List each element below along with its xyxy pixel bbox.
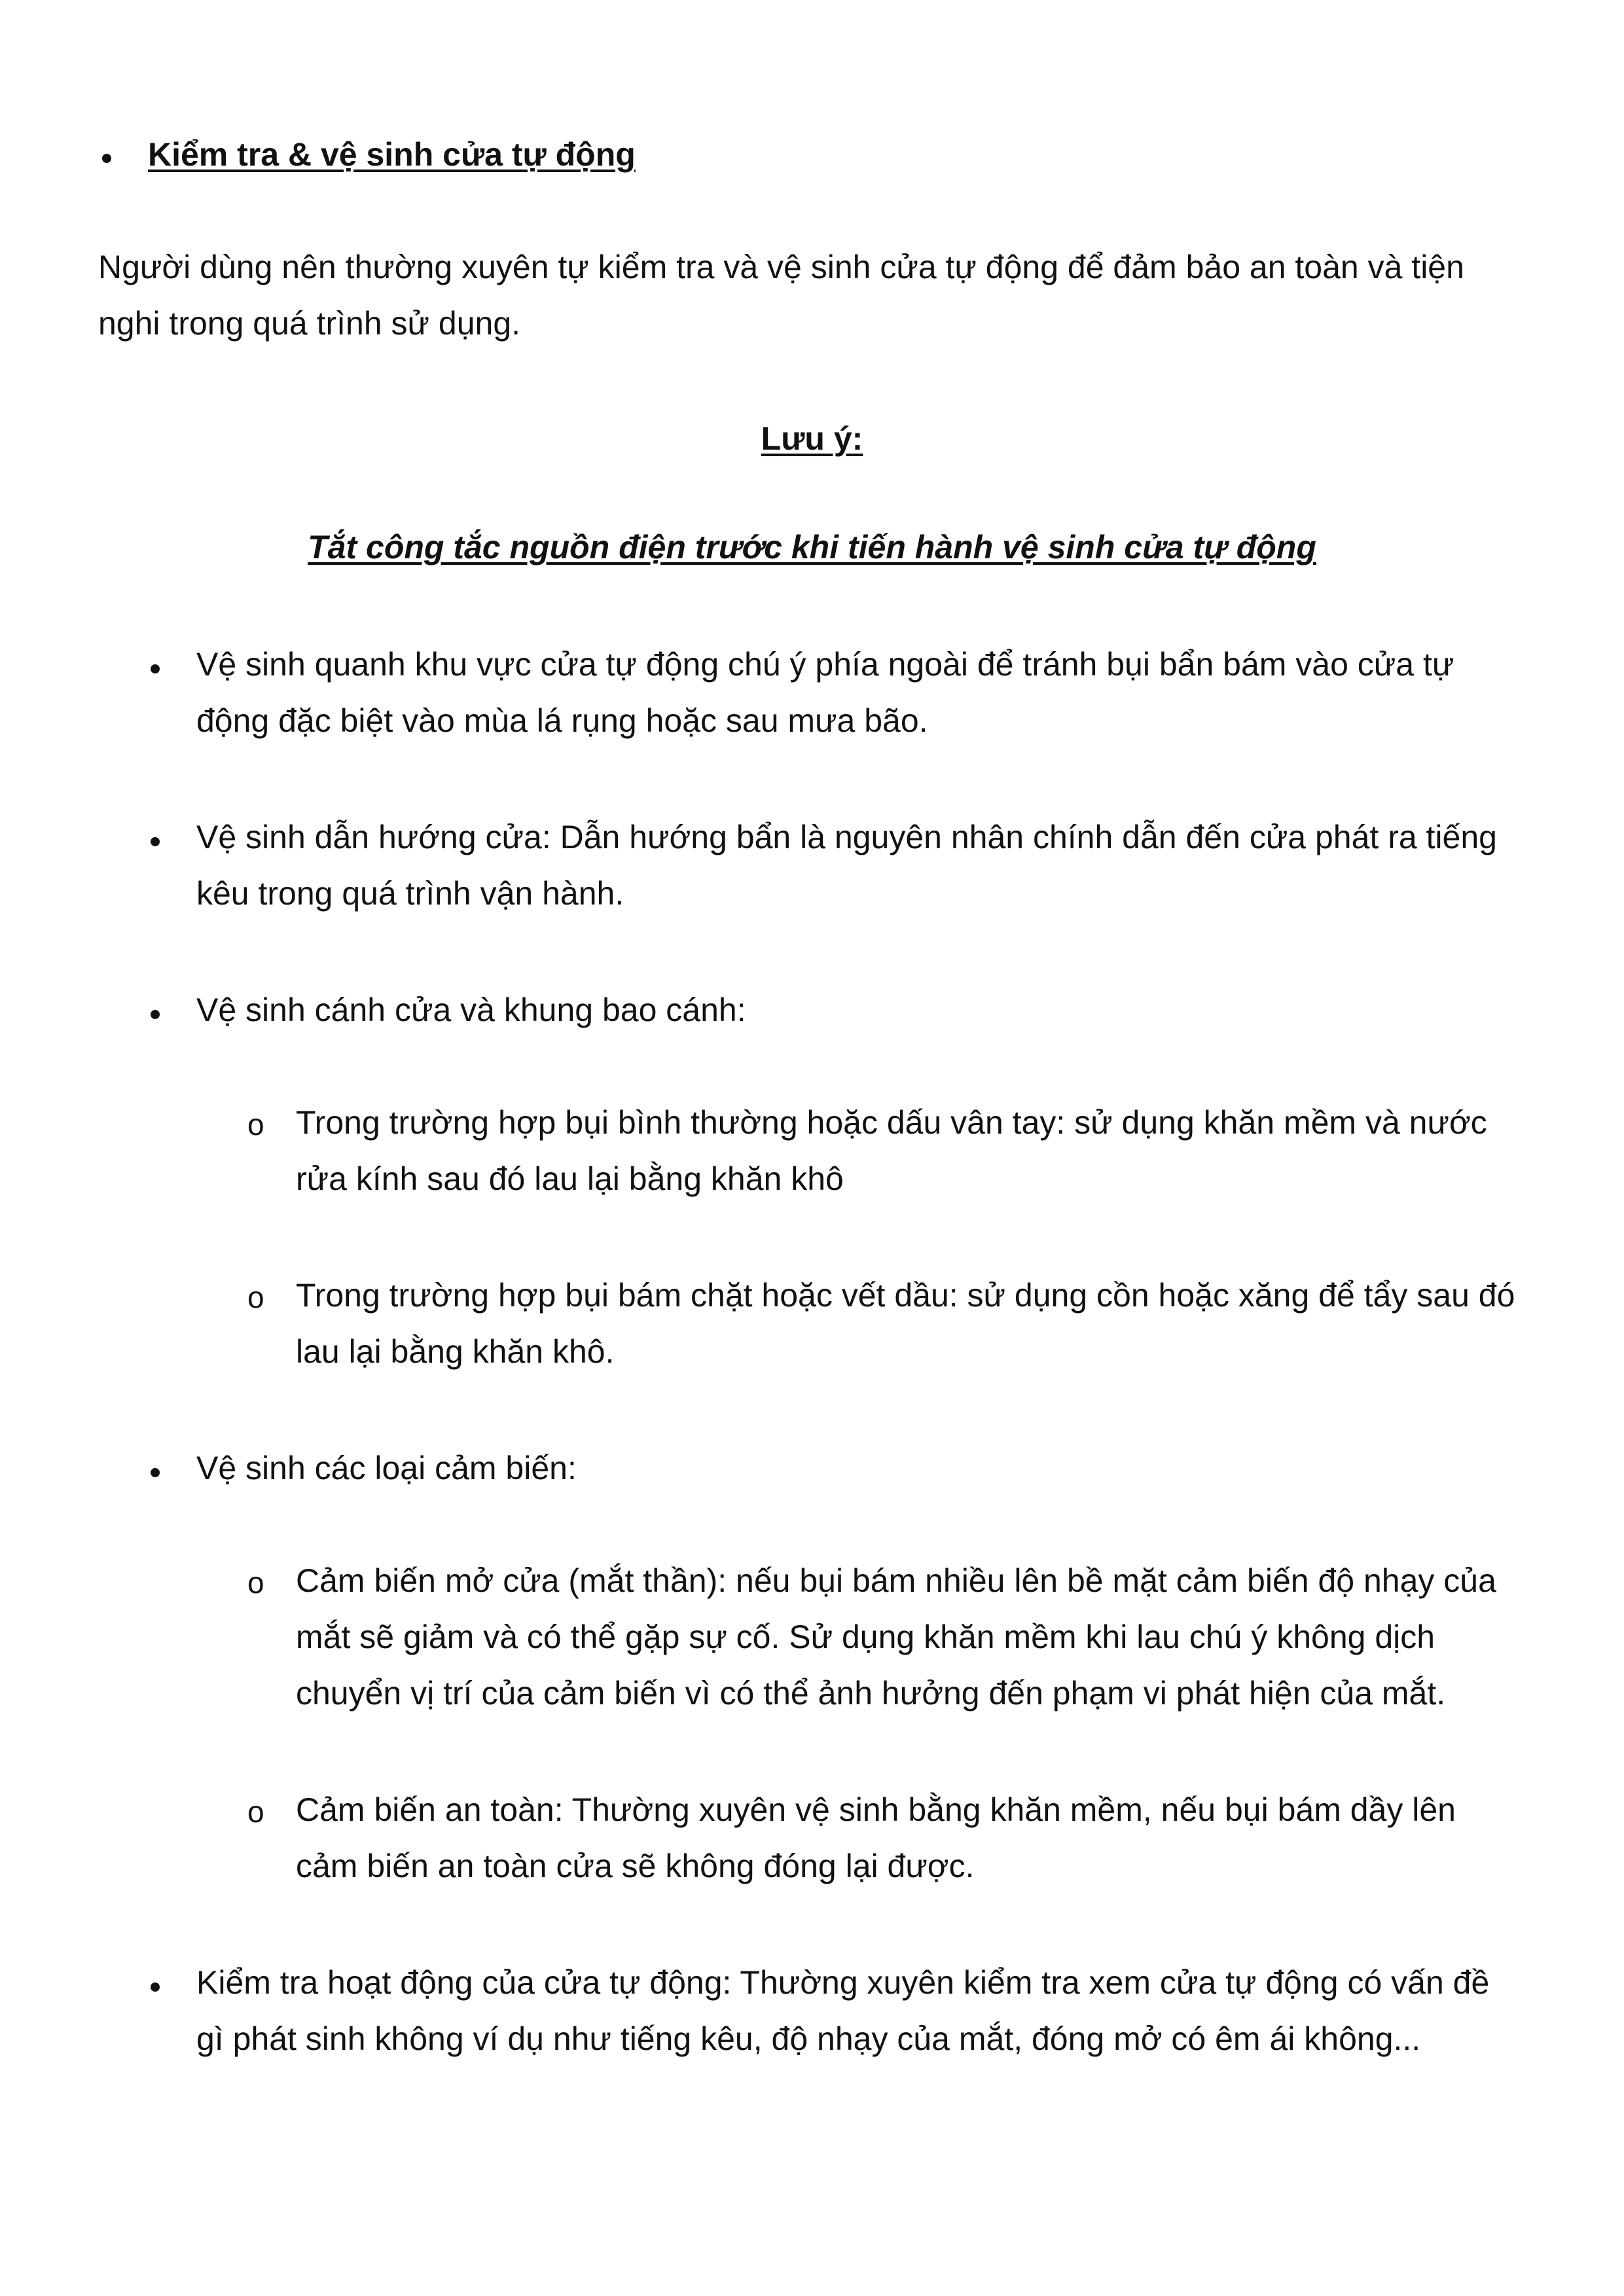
intro-line-1: Người dùng nên thường xuyên tự kiểm tra và vệ sinh cửa tự động để đảm bảo an toàn và tiện	[98, 249, 1464, 285]
item-1-line-1: Vệ sinh quanh khu vực cửa tự động chú ý phía ngoài để tránh bụi bẩn bám vào cửa tự	[196, 646, 1454, 683]
sub-bullet-icon: o	[247, 1280, 264, 1314]
item-1-line-2: động đặc biệt vào mùa lá rụng hoặc sau mưa bão.	[196, 702, 928, 739]
item-4-sub-1-line-1: Cảm biến mở cửa (mắt thần): nếu bụi bám nhiều lên bề mặt cảm biến độ nhạy của	[296, 1562, 1496, 1599]
item-2-line-1: Vệ sinh dẫn hướng cửa: Dẫn hướng bẩn là nguyên nhân chính dẫn đến cửa phát ra tiếng	[196, 819, 1497, 855]
item-4-sub-2-line-1: Cảm biến an toàn: Thường xuyên vệ sinh bằng khăn mềm, nếu bụi bám dầy lên	[296, 1791, 1456, 1828]
note-warning: Tắt công tắc nguồn điện trước khi tiến hành vệ sinh cửa tự động	[308, 529, 1316, 565]
item-4-sub-1-line-3: chuyển vị trí của cảm biến vì có thể ảnh hưởng đến phạm vi phát hiện của mắt.	[296, 1675, 1446, 1712]
bullet-dot-icon	[151, 1010, 160, 1019]
sub-bullet-icon: o	[247, 1107, 264, 1141]
item-3-sub-2-line-2: lau lại bằng khăn khô.	[296, 1333, 615, 1370]
item-3-sub-2-line-1: Trong trường hợp bụi bám chặt hoặc vết dầu: sử dụng cồn hoặc xăng để tẩy sau đó	[296, 1277, 1515, 1314]
bullet-dot-icon	[102, 154, 111, 163]
item-5-line-1: Kiểm tra hoạt động của cửa tự động: Thường xuyên kiểm tra xem cửa tự động có vấn đề	[196, 1964, 1490, 2001]
item-3-line-1: Vệ sinh cánh cửa và khung bao cánh:	[196, 992, 746, 1028]
bullet-dot-icon	[151, 1982, 160, 1992]
item-5-line-2: gì phát sinh không ví dụ như tiếng kêu, độ nhạy của mắt, đóng mở có êm ái không...	[196, 2020, 1421, 2057]
bullet-dot-icon	[151, 1468, 160, 1477]
bullet-dot-icon	[151, 837, 160, 846]
note-title: Lưu ý:	[761, 420, 863, 457]
item-4-line-1: Vệ sinh các loại cảm biến:	[196, 1450, 577, 1486]
item-4-sub-2-line-2: cảm biến an toàn cửa sẽ không đóng lại được.	[296, 1848, 975, 1884]
sub-bullet-icon: o	[247, 1566, 264, 1600]
bullet-dot-icon	[151, 664, 160, 673]
item-4-sub-1-line-2: mắt sẽ giảm và có thể gặp sự cố. Sử dụng khăn mềm khi lau chú ý không dịch	[296, 1619, 1435, 1655]
section-heading: Kiểm tra & vệ sinh cửa tự động	[148, 136, 636, 173]
sub-bullet-icon: o	[247, 1795, 264, 1829]
item-3-sub-1-line-2: rửa kính sau đó lau lại bằng khăn khô	[296, 1160, 844, 1197]
item-2-line-2: kêu trong quá trình vận hành.	[196, 875, 624, 912]
intro-line-2: nghi trong quá trình sử dụng.	[98, 305, 521, 342]
item-3-sub-1-line-1: Trong trường hợp bụi bình thường hoặc dấu vân tay: sử dụng khăn mềm và nước	[296, 1104, 1487, 1141]
